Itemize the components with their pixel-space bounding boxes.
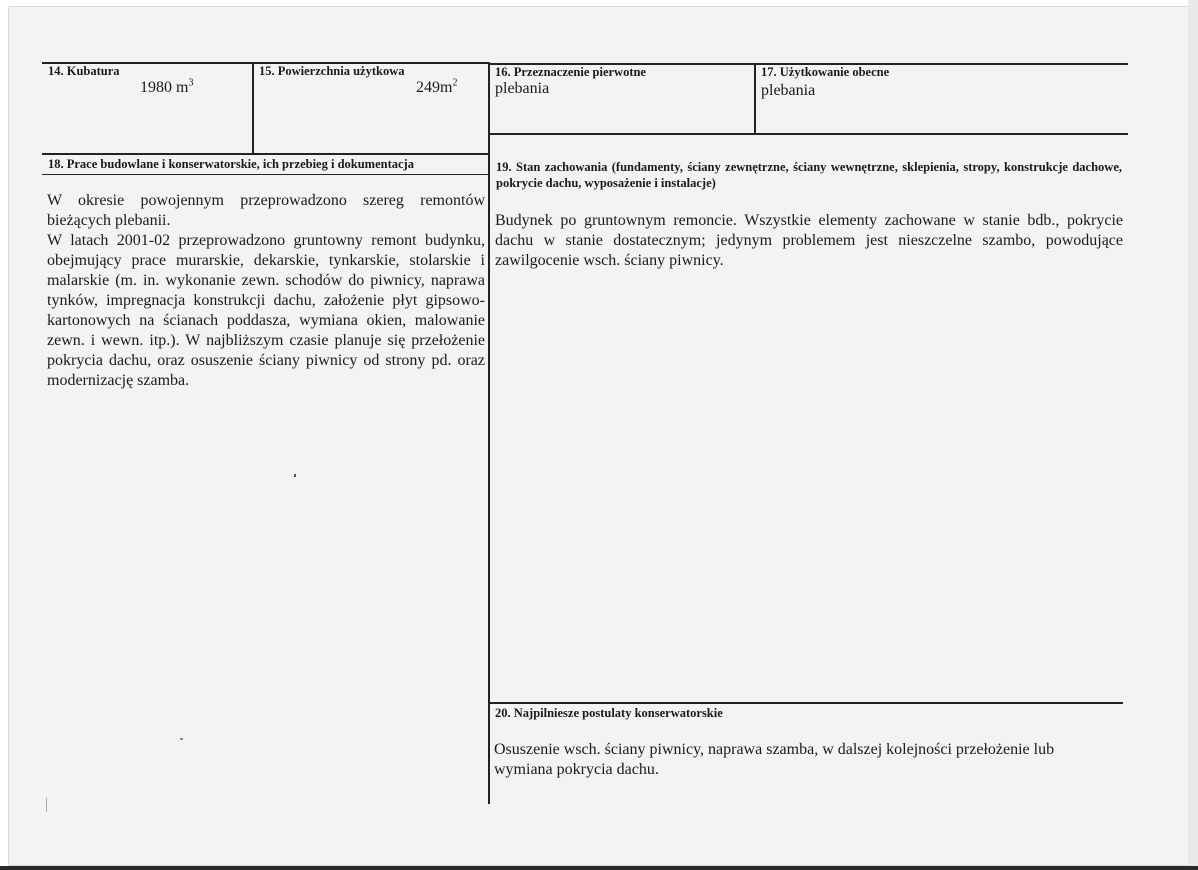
scan-speck xyxy=(180,738,183,740)
kubatura-number: 1980 m xyxy=(140,79,189,96)
scan-edge-right xyxy=(1188,0,1198,870)
scan-speck xyxy=(294,474,296,477)
scan-speck xyxy=(46,798,47,812)
prace-text xyxy=(47,191,485,391)
powierzchnia-value xyxy=(416,79,457,97)
powierzchnia-label: 15. Powierzchnia użytkowa xyxy=(259,64,405,78)
powierzchnia-unit-exponent: 2 xyxy=(452,77,458,89)
kubatura-value xyxy=(140,79,193,97)
divider-14-15 xyxy=(252,62,254,154)
prace-label: 18. Prace budowlane i konserwatorskie, ich przebieg i dokumentacja xyxy=(48,157,414,171)
przeznaczenie-label: 16. Przeznaczenie pierwotne xyxy=(495,65,646,79)
rule-below-16-17 xyxy=(490,133,1128,135)
uzytkowanie-value: plebania xyxy=(761,82,816,99)
przeznaczenie-value: plebania xyxy=(495,80,550,97)
prace-paragraph: W latach 2001-02 przeprowadzono gruntowny remont budynku, obejmujący prace murarskie, dekarskie, tynkarskie, stolarskie i malarskie (m. in. wykonanie zewn. schodów do piwnicy, naprawa tynków, impregnacja konstrukcji dachu, założenie płyt gipsowo-kartonowych na ścianach poddasza, wymiana okien, malowanie zewn. i wewn. itp.). W najbliższym czasie planuje się przełożenie pokrycia dachu, oraz osuszenie ściany piwnicy od strony pd. oraz modernizację szamba. xyxy=(47,232,485,389)
uzytkowanie-label: 17. Użytkowanie obecne xyxy=(761,65,890,79)
rule-above-20 xyxy=(490,702,1123,704)
rule-above-18-label xyxy=(42,174,488,175)
prace-paragraph: W okresie powojennym przeprowadzono szereg remontów bieżących plebanii. xyxy=(47,192,485,229)
divider-16-17 xyxy=(754,63,756,133)
stan-label: 19. Stan zachowania (fundamenty, ściany zewnętrzne, ściany wewnętrzne, sklepienia, stropy, konstrukcje dachowe, pokrycie dachu, wyposażenie i instalacje) xyxy=(496,160,1122,190)
stan-text: Budynek po gruntownym remoncie. Wszystkie elementy zachowane w stanie bdb., pokrycie dachu w stanie dostatecznym; jedynym problemem jest nieszczelne szambo, powodujące zawilgocenie wsch. ściany piwnicy. xyxy=(495,212,1123,269)
postulaty-text: Osuszenie wsch. ściany piwnicy, naprawa szamba, w dalszej kolejności przełożenie lub wymiana pokrycia dachu. xyxy=(494,741,1055,778)
kubatura-unit-exponent: 3 xyxy=(188,77,194,89)
rule-below-14-15 xyxy=(42,153,488,155)
powierzchnia-number: 249m xyxy=(416,79,453,96)
postulaty-label: 20. Najpilniesze postulaty konserwatorskie xyxy=(495,706,723,720)
scan-edge-bottom xyxy=(0,866,1198,870)
kubatura-label: 14. Kubatura xyxy=(48,64,120,78)
record-card xyxy=(8,6,1190,866)
divider-main xyxy=(488,62,490,804)
